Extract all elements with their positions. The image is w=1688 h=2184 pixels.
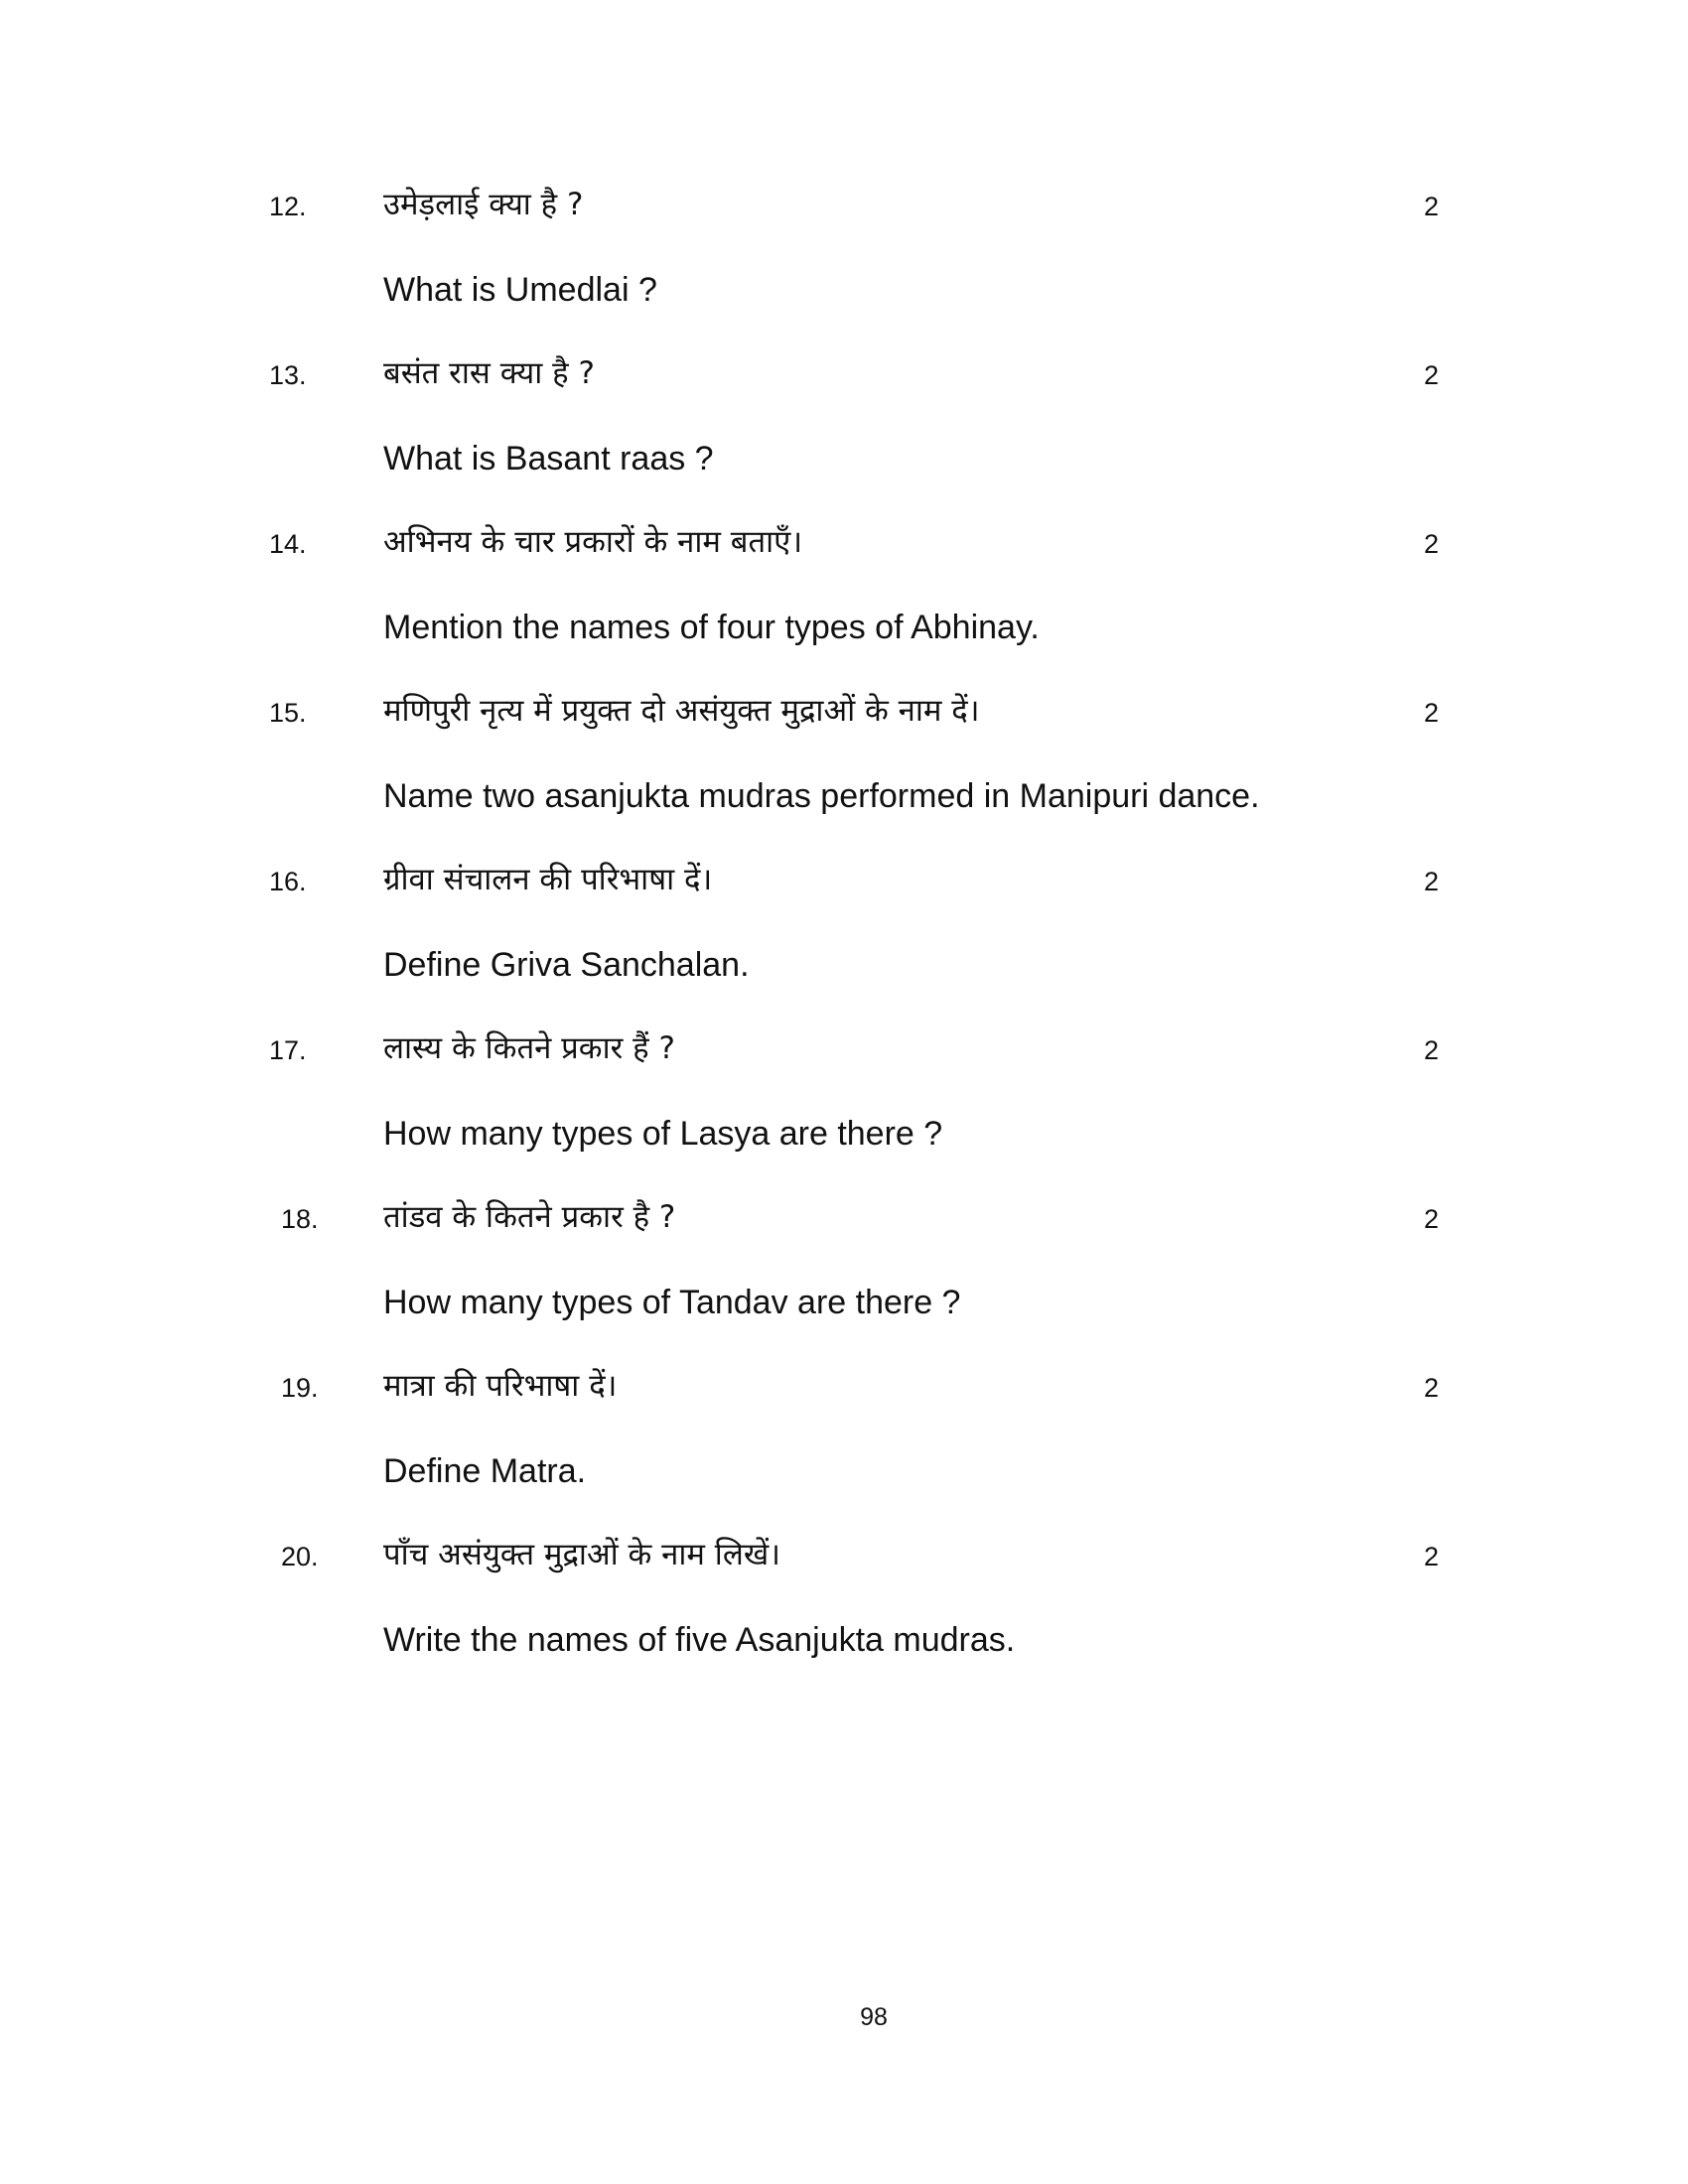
question-number: 16. [269, 867, 307, 896]
question-number: 17. [269, 1035, 307, 1065]
page-number: 98 [860, 2003, 888, 2031]
question-hindi: अभिनय के चार प्रकारों के नाम बताएँ। [383, 524, 803, 560]
question-hindi: ग्रीवा संचालन की परिभाषा दें। [383, 862, 713, 897]
question-number: 18. [281, 1204, 319, 1234]
question-english: How many types of Tandav are there ? [383, 1284, 961, 1321]
question-english: What is Umedlai ? [383, 271, 657, 309]
question-english: Define Matra. [383, 1452, 587, 1490]
question-marks: 2 [1424, 1204, 1440, 1234]
question-number: 13. [269, 360, 307, 390]
question-english: Define Griva Sanchalan. [383, 946, 750, 984]
question-item [0, 862, 1688, 1030]
question-english: What is Basant raas ? [383, 440, 714, 478]
question-marks: 2 [1424, 698, 1440, 728]
question-marks: 2 [1424, 1542, 1440, 1571]
question-item [0, 1537, 1688, 1706]
question-marks: 2 [1424, 360, 1440, 390]
question-english: Write the names of five Asanjukta mudras. [383, 1621, 1016, 1659]
question-hindi: उमेड़लाई क्या है ? [383, 187, 584, 222]
question-number: 14. [269, 529, 307, 559]
question-item [0, 1368, 1688, 1537]
question-hindi: बसंत रास क्या है ? [383, 355, 595, 391]
question-item [0, 187, 1688, 355]
question-marks: 2 [1424, 1035, 1440, 1065]
question-hindi: लास्य के कितने प्रकार हैं ? [383, 1030, 675, 1066]
question-hindi: तांडव के कितने प्रकार है ? [383, 1199, 676, 1235]
question-marks: 2 [1424, 1373, 1440, 1403]
question-hindi: मणिपुरी नृत्य में प्रयुक्त दो असंयुक्त मुद्राओं के नाम दें। [383, 693, 980, 729]
question-english: Name two asanjukta mudras performed in Manipuri dance. [383, 777, 1260, 815]
question-marks: 2 [1424, 192, 1440, 221]
question-marks: 2 [1424, 867, 1440, 896]
question-hindi: मात्रा की परिभाषा दें। [383, 1368, 618, 1404]
question-number: 12. [269, 192, 307, 221]
question-marks: 2 [1424, 529, 1440, 559]
question-english: Mention the names of four types of Abhinay. [383, 609, 1040, 646]
question-item [0, 1030, 1688, 1199]
question-number: 19. [281, 1373, 319, 1403]
question-item [0, 693, 1688, 862]
question-english: How many types of Lasya are there ? [383, 1115, 943, 1153]
question-number: 20. [281, 1542, 319, 1571]
question-hindi: पाँच असंयुक्त मुद्राओं के नाम लिखें। [383, 1537, 780, 1572]
question-item [0, 355, 1688, 524]
question-item [0, 524, 1688, 693]
question-item [0, 1199, 1688, 1368]
question-number: 15. [269, 698, 307, 728]
